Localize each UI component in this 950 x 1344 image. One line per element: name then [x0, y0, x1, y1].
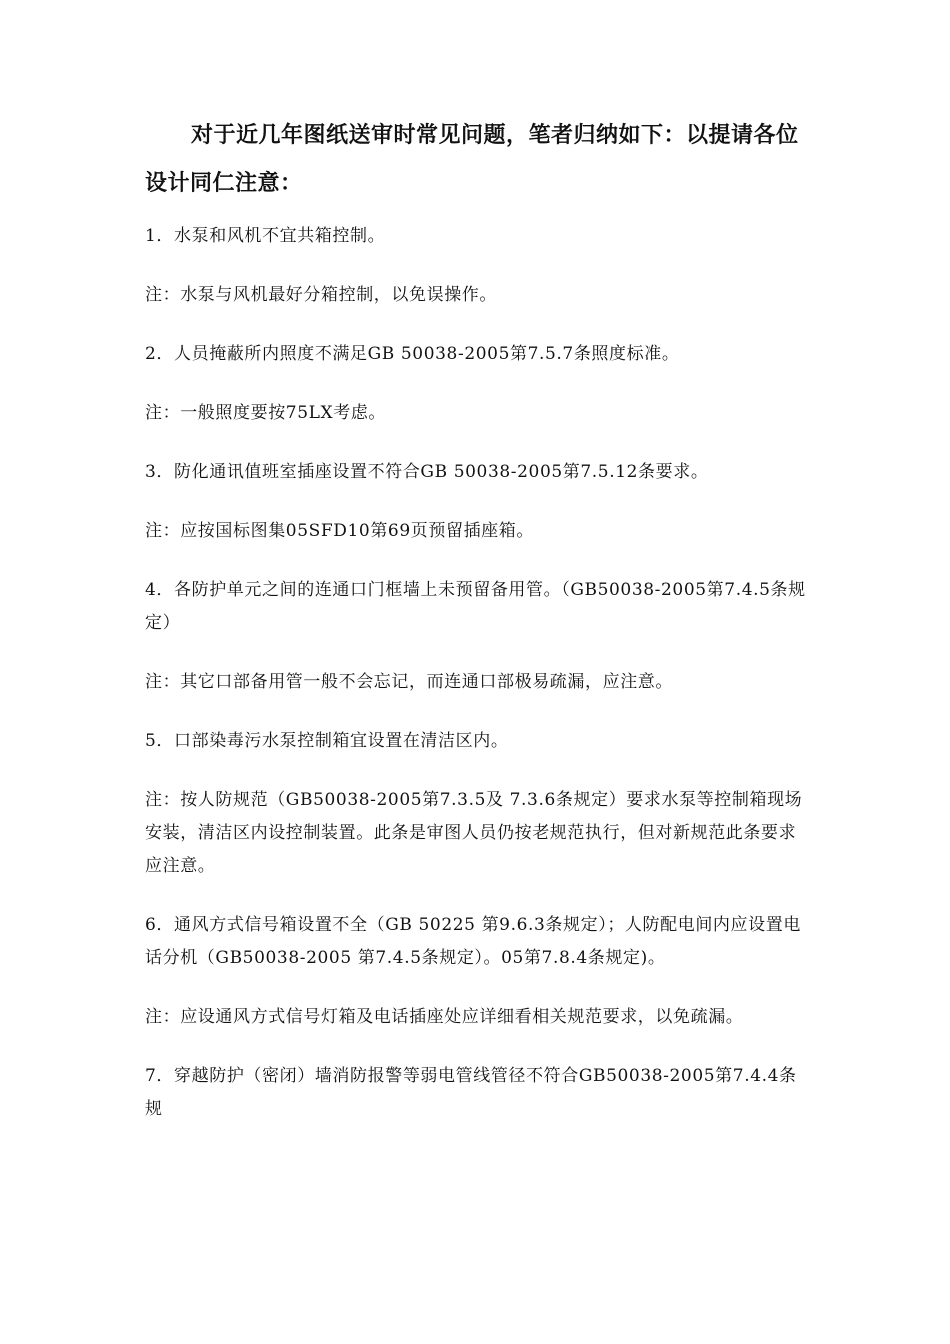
- paragraph-9: 5．口部染毒污水泵控制箱宜设置在清洁区内。: [145, 731, 509, 751]
- paragraph-11: 6．通风方式信号箱设置不全（GB 50225 第9.6.3条规定）；人防配电间内应设置电话分机（GB50038-2005 第7.4.5条规定）。05第7.8.4条规定)。: [145, 915, 801, 968]
- paragraph-7: 4．各防护单元之间的连通口门框墙上未预留备用管。（GB50038-2005第7.4.5条规定）: [145, 580, 806, 633]
- paragraph-1: 1．水泵和风机不宜共箱控制。: [145, 226, 386, 246]
- paragraph-12: 注：应设通风方式信号灯箱及电话插座处应详细看相关规范要求，以免疏漏。: [145, 1007, 744, 1027]
- intro-paragraph: 对于近几年图纸送审时常见问题，笔者归纳如下：以提请各位设计同仁注意：: [145, 123, 799, 196]
- document-body: [145, 112, 810, 1152]
- paragraph-4: 注：一般照度要按75LX考虑。: [145, 403, 387, 423]
- paragraph-10: 注：按人防规范（GB50038-2005第7.3.5及 7.3.6条规定）要求水泵等控制箱现场安装，清洁区内设控制装置。此条是审图人员仍按老规范执行，但对新规范此条要求应注意。: [145, 790, 803, 876]
- paragraph-2: 注：水泵与风机最好分箱控制，以免误操作。: [145, 285, 497, 305]
- paragraph-3: 2．人员掩蔽所内照度不满足GB 50038-2005第7.5.7条照度标准。: [145, 344, 680, 364]
- paragraph-6: 注：应按国标图集05SFD10第69页预留插座箱。: [145, 521, 534, 541]
- paragraph-8: 注：其它口部备用管一般不会忘记，而连通口部极易疏漏，应注意。: [145, 672, 673, 692]
- paragraph-5: 3．防化通讯值班室插座设置不符合GB 50038-2005第7.5.12条要求。: [145, 462, 709, 482]
- paragraph-13: 7．穿越防护（密闭）墙消防报警等弱电管线管径不符合GB50038-2005第7.4.4条规: [145, 1066, 797, 1119]
